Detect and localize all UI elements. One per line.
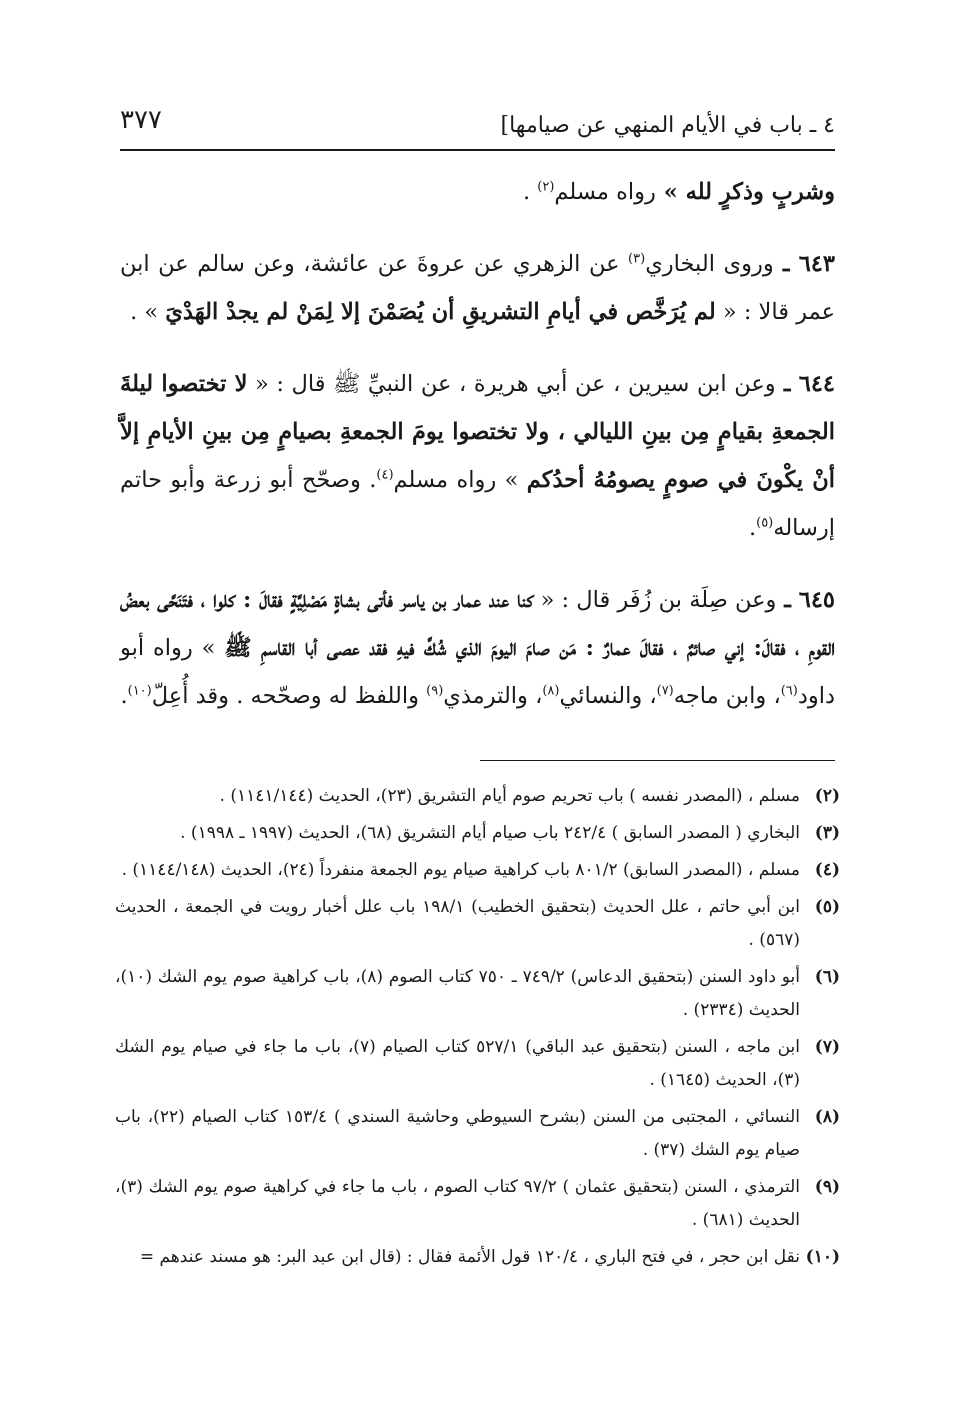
hadith-number: ٦٤٤ ـ (775, 371, 835, 397)
narration-text: وروى البخاري (645, 251, 774, 277)
footnote-rule (480, 760, 835, 761)
page-header (120, 95, 835, 151)
narration-text: وعن صِلَة بن زُفَر قال : « (533, 587, 777, 613)
footnote (115, 1171, 840, 1237)
narration-text: . (748, 515, 757, 541)
footnote-number: (٤) (814, 860, 840, 880)
hadith-text: لا تختصوا ليلةَ الجمعةِ بقيامٍ مِن بينِ الليالي ، ولا تختصوا يومَ الجمعةِ بصيامٍ مِن بينِ الأيامِ إلاَّ أنْ يكْونَ في صومٍ يصومُهُ أحدُكم (120, 371, 835, 493)
narration-text: ، وابن ماجه (673, 683, 781, 709)
hadith-paragraph (120, 360, 835, 552)
narration-text: . وصحّح أبو زرعة وأبو حاتم إرساله (120, 467, 835, 541)
hadith-number: ٦٤٣ ـ (773, 251, 835, 277)
footnote-text: النسائي ، المجتبى من السنن (بشرح السيوطي وحاشية السندي ) ١٥٣/٤ كتاب الصيام (٢٢)، باب صيام يوم الشك (٣٧) . (115, 1107, 800, 1160)
narration-text: رواه مسلم (554, 179, 656, 205)
narration-text: ، والنسائي (559, 683, 657, 709)
footnote (115, 817, 840, 850)
footnote-number: (١٠) (805, 1247, 840, 1267)
narration-text: ، والترمذي (443, 683, 543, 709)
chapter-title: ٤ ـ باب في الأيام المنهي عن صيامها] (500, 113, 835, 138)
footnote (115, 1101, 840, 1167)
hadith-paragraph (120, 240, 835, 336)
footnote-ref: (٦) (780, 683, 798, 699)
header-rule (120, 149, 835, 151)
hadith-text: كنا عند عمار بن ياسر فأتى بشاةٍ مَصْلِيَّةٍ فقالَ : كلوا ، فتَنَحَّى بعضُ القومِ ، فقالَ: إني صائمٌ ، فقالَ عمارٌ : مَن صامَ اليومَ الذي شُكَّ فيهِ فقد عصى أبا القاسمِ ﷺ (120, 587, 835, 661)
footnote-text: أبو داود السنن (بتحقيق الدعاس) ٧٤٩/٢ ـ ٧٥٠ كتاب الصوم (٨)، باب كراهية صوم يوم الشك (١٠)، الحديث (٢٣٣٤) . (115, 967, 800, 1020)
footnote-ref: (٧) (656, 683, 674, 699)
footnote-text: مسلم ، (المصدر السابق) ٨٠١/٢ باب كراهية صيام يوم الجمعة منفرداً (٢٤)، الحديث (١١٤٤/١٤٨) . (121, 860, 800, 880)
hadith-text: لم يُرَخَّص في أيامِ التشريقِ أن يُصَمْنَ إلا لِمَنْ لم يجدْ الهَدْيَ (165, 299, 716, 325)
footnote-ref: (١٠) (127, 683, 152, 699)
footnote-text: ابن ماجه ، السنن (بتحقيق عبد الباقي) ٥٢٧/١ كتاب الصيام (٧)، باب ما جاء في صيام يوم الشك (٣)، الحديث (١٦٤٥) . (115, 1037, 800, 1090)
page-number: ٣٧٧ (120, 105, 162, 135)
footnote-ref: (٣) (628, 251, 646, 267)
narration-text: » رواه مسلم (393, 467, 527, 493)
footnote (115, 780, 840, 813)
footnote-text: البخاري ( المصدر السابق ) ٢٤٢/٤ باب صيام أيام التشريق (٦٨)، الحديث (١٩٩٧ ـ ١٩٩٨) . (180, 823, 800, 843)
hadith-paragraph (120, 576, 835, 720)
footnote-text: نقل ابن حجر ، في فتح الباري ، ١٢٠/٤ قول الأئمة فقال : (قال ابن عبد البر: هو مسند عندهم = (139, 1247, 800, 1267)
footnote (115, 854, 840, 887)
footnote-ref: (٨) (542, 683, 560, 699)
footnote-text: الترمذي ، السنن (بتحقيق عثمان ) ٩٧/٢ كتاب الصوم ، باب ما جاء في كراهية صوم يوم الشك (٣)، الحديث (٦٨١) . (115, 1177, 800, 1230)
footnote-ref: (٩) (426, 683, 444, 699)
footnote (115, 1241, 840, 1274)
footnote-number: (٧) (814, 1037, 840, 1057)
footnotes (115, 780, 840, 1278)
narration-text: واللفظ له وصحّحه . وقد أُعِلّ (151, 683, 427, 709)
footnote-number: (٣) (814, 823, 840, 843)
footnote (115, 1031, 840, 1097)
footnote-number: (٨) (814, 1107, 840, 1127)
footnote-number: (٦) (814, 967, 840, 987)
narration-text: عن الزهري عن عروةَ عن عائشة، وعن سالم عن ابن عمر قالا : « (120, 251, 835, 325)
footnote-text: مسلم ، (المصدر نفسه ) باب تحريم صوم أيام التشريق (٢٣)، الحديث (١١٤١/١٤٤) . (219, 786, 800, 806)
body-text (120, 168, 835, 744)
narration-text: . (522, 179, 538, 205)
footnote-ref: (٥) (756, 515, 774, 531)
hadith-number: ٦٤٥ ـ (776, 587, 835, 613)
hadith-text: وشربٍ وذكرٍ لله » (655, 179, 835, 205)
footnote-number: (٢) (814, 786, 840, 806)
footnote (115, 961, 840, 1027)
narration-text: . (120, 683, 128, 709)
hadith-paragraph (120, 168, 835, 216)
narration-text: وعن ابن سيرين ، عن أبي هريرة ، عن النبيِّ ﷺ قال : « (247, 371, 776, 397)
footnote (115, 891, 840, 957)
footnote-ref: (٤) (376, 467, 394, 483)
footnote-text: ابن أبي حاتم ، علل الحديث (بتحقيق الخطيب) ١٩٨/١ باب علل أخبار رويت في الجمعة ، الحديث (٥٦٧) . (115, 897, 800, 950)
narration-text: » رواه أبو داود (120, 635, 835, 709)
footnote-number: (٩) (814, 1177, 840, 1197)
narration-text: » . (130, 299, 166, 325)
footnote-ref: (٢) (537, 179, 555, 195)
footnote-number: (٥) (814, 897, 840, 917)
